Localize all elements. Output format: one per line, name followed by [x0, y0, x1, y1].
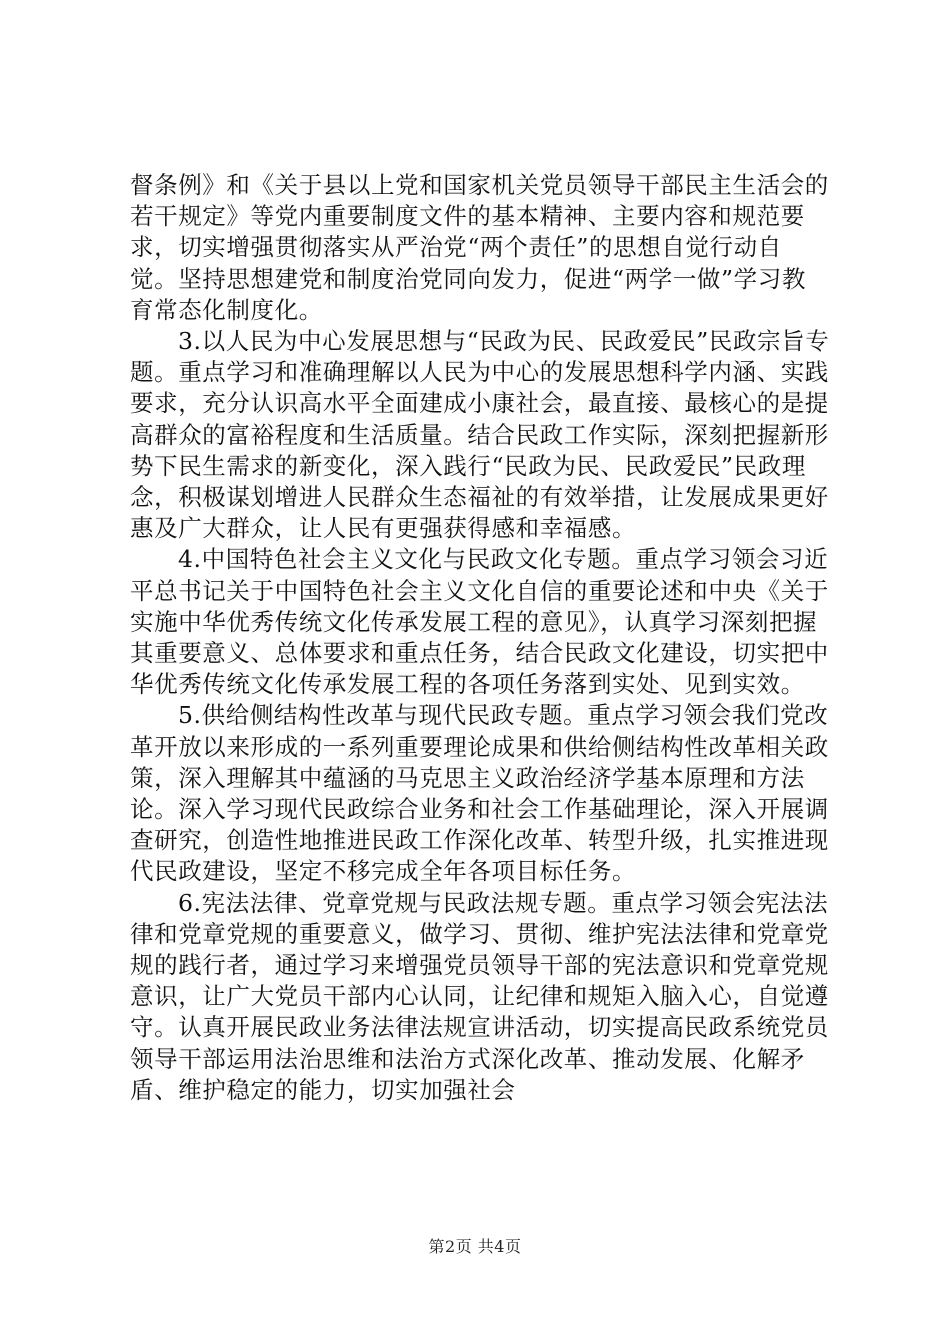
paragraph-topic-3: 3.以人民为中心发展思想与“民政为民、民政爱民”民政宗旨专题。重点学习和准确理解以人民为中心的发展思想科学内涵、实践要求，充分认识高水平全面建成小康社会，最直接、最核心的是提高群众的富裕程度和生活质量。结合民政工作实际，深刻把握新形势下民生需求的新变化，深入践行“民政为民、民政爱民”民政理念，积极谋划增进人民群众生态福祉的有效举措，让发展成果更好惠及广大群众，让人民有更强获得感和幸福感。 [130, 327, 830, 543]
document-body [130, 170, 830, 1106]
page-number-footer: 第2页 共4页 [428, 1237, 522, 1256]
paragraph-topic-5: 5.供给侧结构性改革与现代民政专题。重点学习领会我们党改革开放以来形成的一系列重要理论成果和供给侧结构性改革相关政策，深入理解其中蕴涵的马克思主义政治经济学基本原理和方法论。深入学习现代民政综合业务和社会工作基础理论，深入开展调查研究，创造性地推进民政工作深化改革、转型升级，扎实推进现代民政建设，坚定不移完成全年各项目标任务。 [130, 701, 829, 886]
paragraph-continuation: 督条例》和《关于县以上党和国家机关党员领导干部民主生活会的若干规定》等党内重要制度文件的基本精神、主要内容和规范要求，切实增强贯彻落实从严治党“两个责任”的思想自觉行动自觉。坚持思想建党和制度治党同向发力，促进“两学一做”学习教育常态化制度化。 [130, 171, 829, 324]
paragraph-topic-6: 6.宪法法律、党章党规与民政法规专题。重点学习领会宪法法律和党章党规的重要意义，做学习、贯彻、维护宪法法律和党章党规的践行者，通过学习来增强党员领导干部的宪法意识和党章党规意识，让广大党员干部内心认同，让纪律和规矩入脑入心，自觉遵守。认真开展民政业务法律法规宣讲活动，切实提高民政系统党员领导干部运用法治思维和法治方式深化改革、推动发展、化解矛盾、维护稳定的能力，切实加强社会 [130, 888, 829, 1104]
paragraph-topic-4: 4.中国特色社会主义文化与民政文化专题。重点学习领会习近平总书记关于中国特色社会主义文化自信的重要论述和中央《关于实施中华优秀传统文化传承发展工程的意见》，认真学习深刻把握其重要意义、总体要求和重点任务，结合民政文化建设，切实把中华优秀传统文化传承发展工程的各项任务落到实处、见到实效。 [130, 545, 829, 699]
